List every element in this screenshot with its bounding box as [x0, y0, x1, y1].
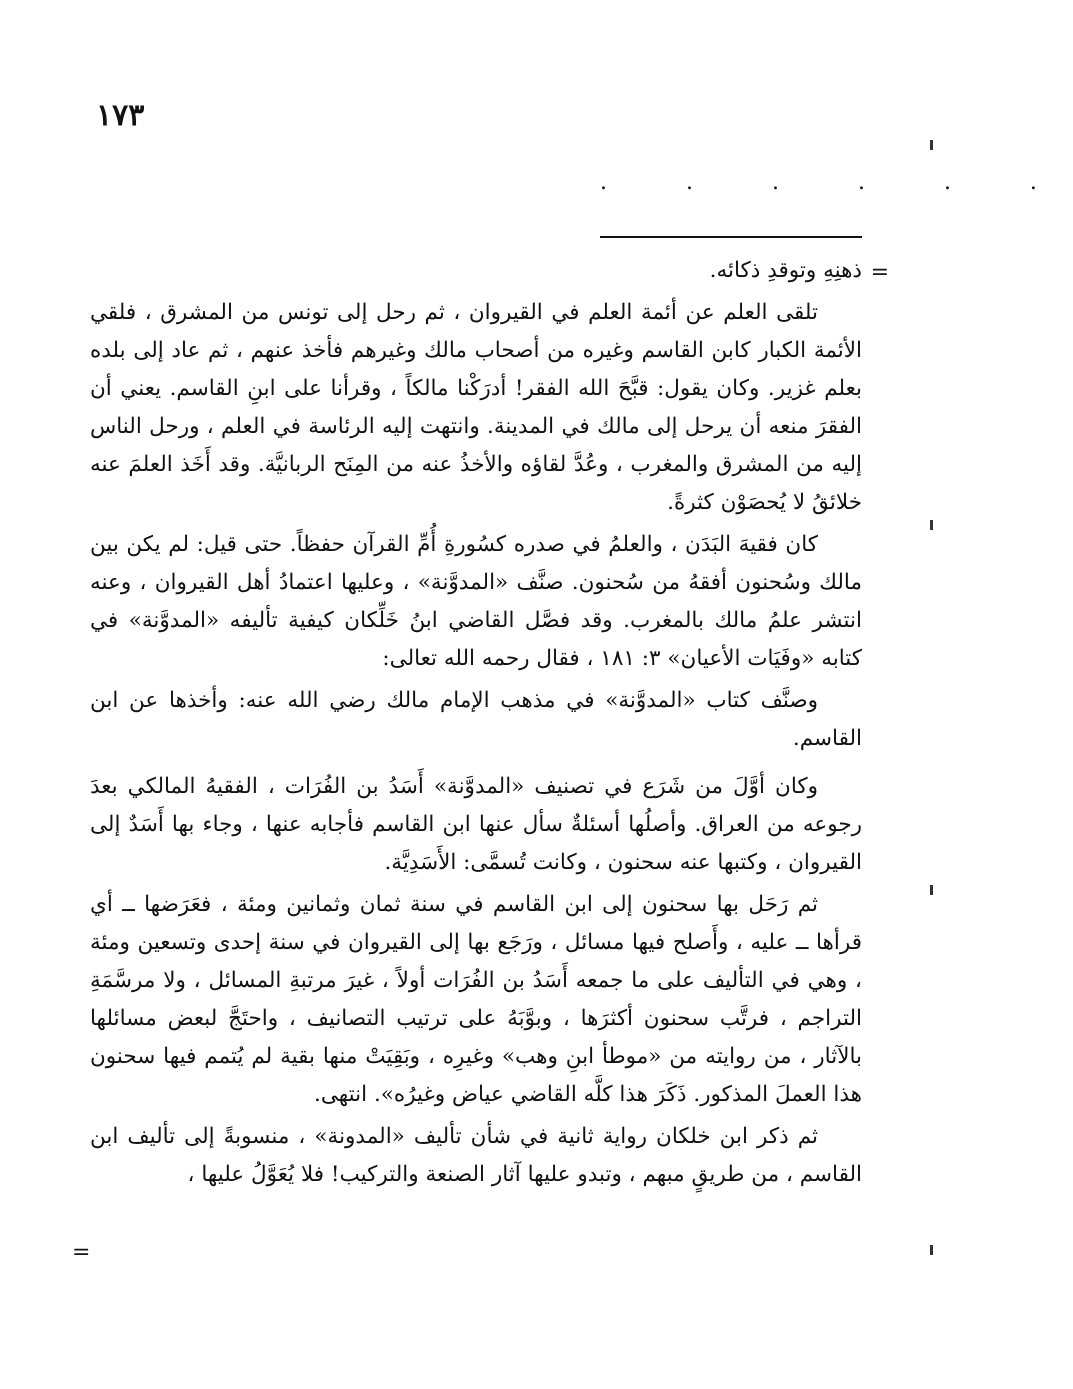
- paragraph-quote: وكان أوَّلَ من شَرَع في تصنيف «المدوَّنة» أَسَدُ بن الفُرَات ، الفقيهُ المالكي بعدَ رجوعه من العراق. وأصلُها أسئلةٌ سأل عنها ابن القاسم فأجابه عنها ، وجاء بها أَسَدٌ إلى القيروان ، وكتبها عنه سحنون ، وكانت تُسمَّى: الأَسَدِيَّة.: [90, 774, 862, 875]
- margin-mark: [930, 1245, 933, 1255]
- paragraph: تلقى العلم عن أئمة العلم في القيروان ، ثم رحل إلى تونس من المشرق ، فلقي الأئمة الكبار كابن القاسم وغيره من أصحاب مالك وغيرهم فأخذ عنهم ، ثم عاد إلى بلده بعلم غزير. وكان يقول: قبَّحَ الله الفقر! أدرَكْنا مالكاً ، وقرأنا على ابنِ القاسم. يعني أن الفقرَ منعه أن يرحل إلى مالك في المدينة. وانتهت إليه الرئاسة في العلم ، ورحل الناس إليه من المشرق والمغرب ، وعُدَّ لقاؤه والأخذُ عنه من المِنَح الربانيَّة. وقد أَخَذ العلمَ عنه خلائقُ لا يُحصَوْن كثرةً.: [90, 300, 862, 515]
- footnote-separator: [600, 236, 862, 238]
- paragraph: كان فقيهَ البَدَن ، والعلمُ في صدره كسُورةِ أُمِّ القرآن حفظاً. حتى قيل: لم يكن بين مالك وسُحنون أفقهُ من سُحنون. صنَّف «المدوَّنة» ، وعليها اعتمادُ أهل القيروان ، وعنه انتشر علمُ مالك بالمغرب. وقد فصَّل القاضي ابنُ خَلِّكان كيفية تأليفه «المدوَّنة» في كتابه «وفَيَات الأعيان» ٣: ١٨١ ، فقال رحمه الله تعالى:: [90, 532, 862, 671]
- margin-mark: [930, 520, 933, 530]
- margin-mark: [930, 140, 933, 150]
- paragraph-quote: ثم رَحَل بها سحنون إلى ابن القاسم في سنة ثمان وثمانين ومئة ، فعَرَضها ــ أي قرأها ــ عليه ، وأَصلح فيها مسائل ، ورَجَع بها إلى القيروان في سنة إحدى وتسعين ومئة ، وهي في التأليف على ما جمعه أَسَدُ بن الفُرَات أولاً ، غيرَ مرتبةِ المسائل ، ولا مرسَّمَةِ التراجم ، فرتَّب سحنون أكثرَها ، وبوَّبَهُ على ترتيب التصانيف ، واحتَجَّ لبعض مسائلها بالآثار ، من روايته من «موطأ ابنِ وهب» وغيرِه ، وبَقِيَتْ منها بقية لم يُتمم فيها سحنون هذا العملَ المذكور. ذَكَرَ هذا كلَّه القاضي عياض وغيرُه». انتهى.: [90, 892, 862, 1107]
- paragraph-continuation: ذهنِهِ وتوقدِ ذكائه.: [709, 258, 862, 283]
- continuation-mark-top: =: [870, 260, 889, 285]
- paragraph: ثم ذكر ابن خلكان رواية ثانية في شأن تأليف «المدونة» ، منسوبةً إلى تأليف ابن القاسم ، من طريقٍ مبهم ، وتبدو عليها آثار الصنعة والتركيب! فلا يُعَوَّلُ عليها ،: [90, 1124, 862, 1187]
- page-number: ١٧٣: [96, 98, 145, 133]
- margin-mark: [930, 885, 933, 895]
- ellipsis-dots: . . . . . .: [600, 170, 1073, 195]
- footnote-body: [90, 252, 862, 1198]
- continuation-mark-bottom: =: [72, 1240, 91, 1265]
- paragraph-quote: وصنَّف كتاب «المدوَّنة» في مذهب الإمام مالك رضي الله عنه: وأخذها عن ابن القاسم.: [90, 688, 862, 751]
